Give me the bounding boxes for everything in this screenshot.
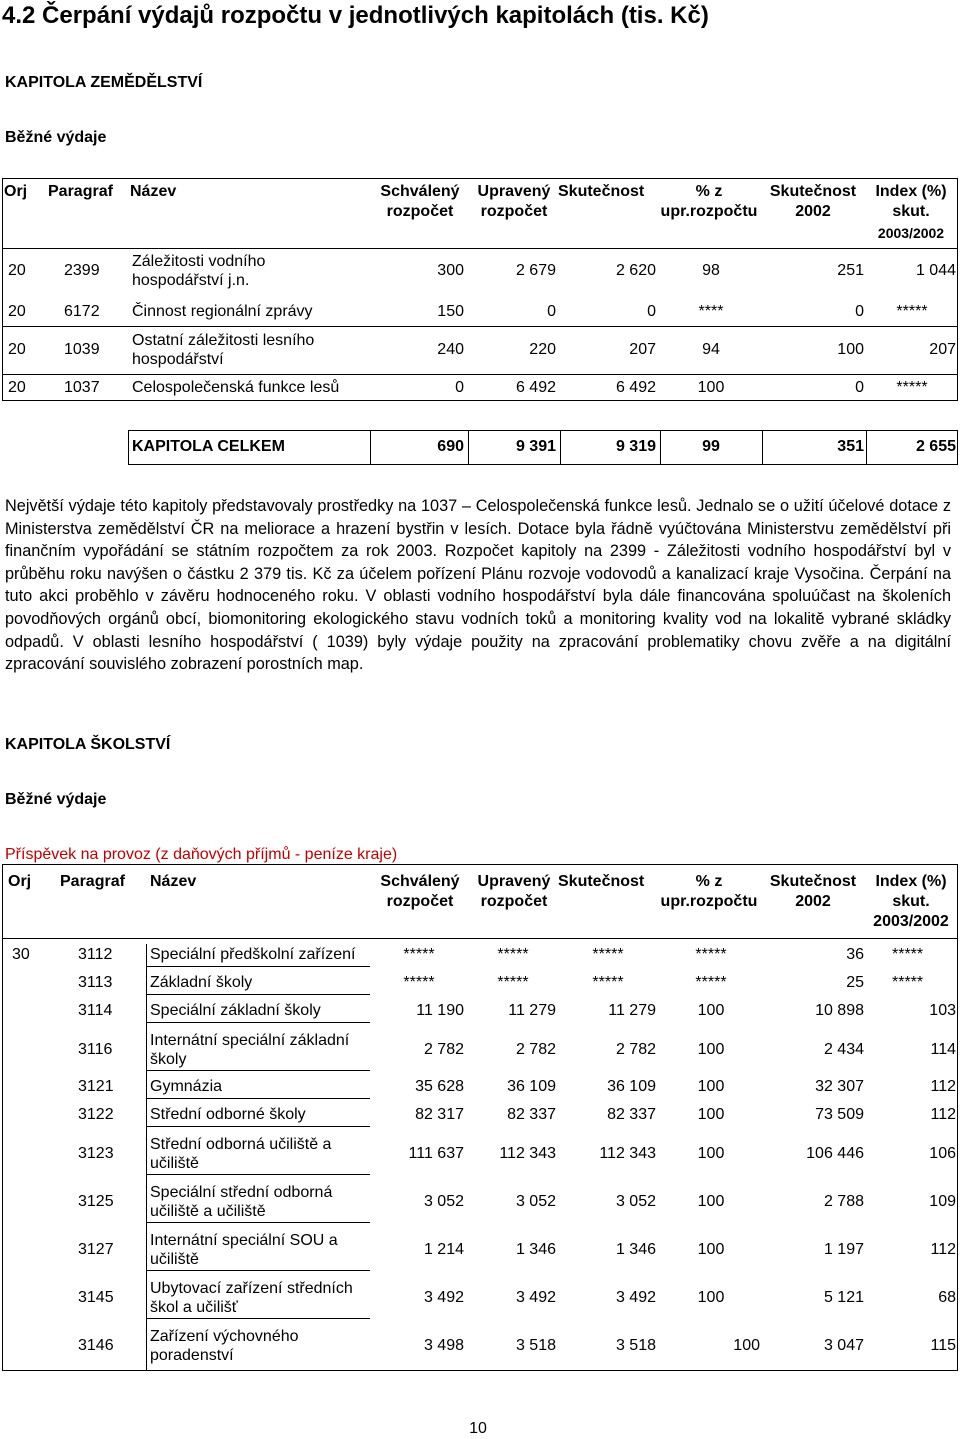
header-index [864, 864, 958, 936]
cell-nazev: Základní školy [150, 974, 253, 991]
header-paragraf: Paragraf [48, 183, 113, 200]
header-skutecnost: Skutečnost [558, 873, 645, 890]
cell-nazev: Gymnázia [150, 1078, 223, 1095]
table-rule [128, 430, 958, 431]
cell-skutecnost: 11 279 [608, 1002, 656, 1019]
table-rule [762, 430, 763, 464]
cell-upraveny: 36 109 [507, 1078, 556, 1095]
table-header-row [2, 864, 958, 936]
table-row [2, 326, 958, 374]
cell-index: ***** [892, 946, 924, 963]
cell-index: ***** [896, 303, 928, 320]
header-schvaleny: Schválený rozpočet [380, 183, 460, 220]
cell-skutecnost: 36 109 [607, 1078, 656, 1095]
cell-skut2002: 73 509 [815, 1106, 864, 1123]
table-rule [128, 464, 958, 465]
cell-schvaleny: 3 492 [423, 1289, 464, 1306]
cell-index: 207 [929, 341, 956, 358]
cell-nazev: Speciální předškolní zařízení [150, 946, 356, 963]
cell-upraveny: 0 [547, 303, 556, 320]
total-pct: 99 [702, 438, 720, 455]
table-rule [2, 864, 958, 865]
cell-schvaleny: 111 637 [408, 1145, 464, 1162]
cell-schvaleny: 300 [437, 262, 464, 279]
cell-paragraf: 3122 [78, 1106, 114, 1123]
cell-nazev: Internátní speciální SOU a učiliště [150, 1232, 338, 1268]
cell-pct: 94 [702, 341, 720, 358]
cell-orj: 20 [8, 341, 26, 358]
cell-index: 68 [938, 1289, 956, 1306]
header-skut2002: Skutečnost 2002 [769, 183, 857, 220]
cell-skutecnost: 2 782 [615, 1041, 656, 1058]
table-rule [2, 178, 958, 179]
header-index-b: 2003/2002 [873, 913, 949, 930]
subheading-prispevek: Příspěvek na provoz (z daňových příjmů - peníze kraje) [5, 846, 398, 863]
cell-upraveny: 3 518 [515, 1337, 556, 1354]
cell-index: 114 [930, 1041, 956, 1058]
page-number: 10 [469, 1420, 487, 1437]
table-row [2, 298, 958, 326]
total-skutecnost: 9 319 [615, 438, 656, 455]
cell-skut2002: 1 197 [823, 1241, 864, 1258]
cell-pct: **** [698, 303, 724, 320]
cell-skutecnost: 207 [629, 341, 656, 358]
cell-skutecnost: 6 492 [615, 379, 656, 396]
cell-pct: 100 [733, 1337, 760, 1354]
cell-schvaleny: 1 214 [423, 1241, 464, 1258]
header-orj: Orj [4, 183, 28, 200]
header-pct: % z upr.rozpočtu [660, 183, 758, 220]
table-rule [146, 1022, 370, 1023]
cell-skutecnost: 3 492 [615, 1289, 656, 1306]
cell-upraveny: 220 [529, 341, 556, 358]
cell-schvaleny: 82 317 [415, 1106, 464, 1123]
header-index [864, 178, 958, 246]
cell-skut2002: 106 446 [806, 1145, 864, 1162]
table-row [2, 376, 958, 400]
cell-paragraf: 3114 [78, 1002, 113, 1019]
cell-upraveny: 2 782 [515, 1041, 556, 1058]
cell-schvaleny: 2 782 [423, 1041, 464, 1058]
header-nazev: Název [150, 873, 197, 890]
cell-nazev: Činnost regionální zprávy [132, 303, 313, 320]
agriculture-total-table [2, 430, 958, 464]
total-skut2002: 351 [837, 438, 864, 455]
table-rule [2, 400, 958, 401]
cell-paragraf: 3146 [78, 1337, 114, 1354]
cell-pct: ***** [695, 946, 727, 963]
cell-index: ***** [896, 379, 928, 396]
cell-schvaleny: ***** [403, 946, 435, 963]
cell-upraveny: 2 679 [515, 262, 556, 279]
cell-skut2002: 251 [837, 262, 864, 279]
cell-schvaleny: 3 052 [423, 1193, 464, 1210]
table-rule [146, 1174, 370, 1175]
table-rule [146, 1070, 370, 1071]
cell-pct: 100 [697, 1106, 725, 1123]
table-rule [468, 430, 469, 464]
cell-paragraf: 3113 [78, 974, 113, 991]
header-skutecnost: Skutečnost [558, 183, 645, 200]
cell-paragraf: 2399 [64, 262, 100, 279]
cell-index: 112 [930, 1106, 956, 1123]
cell-upraveny: 82 337 [507, 1106, 556, 1123]
cell-pct: 100 [697, 1002, 725, 1019]
education-table [2, 864, 958, 1370]
section-heading-skolstvi: KAPITOLA ŠKOLSTVÍ [5, 736, 171, 753]
cell-pct: 100 [697, 1289, 725, 1306]
cell-skut2002: 25 [846, 974, 864, 991]
table-rule [957, 430, 958, 464]
cell-schvaleny: 0 [455, 379, 464, 396]
cell-upraveny: ***** [497, 974, 529, 991]
cell-nazev: Internátní speciální základní školy [150, 1032, 350, 1068]
table-rule [2, 178, 3, 400]
cell-skutecnost: 0 [647, 303, 656, 320]
cell-skut2002: 10 898 [815, 1002, 864, 1019]
cell-pct: 100 [697, 379, 725, 396]
table-rule [2, 374, 958, 375]
cell-index: 106 [929, 1145, 956, 1162]
cell-skut2002: 2 788 [823, 1193, 864, 1210]
subheading-bezne-vydaje-2: Běžné výdaje [5, 791, 107, 808]
table-row [2, 250, 958, 292]
cell-pct: 100 [697, 1241, 725, 1258]
cell-pct: 98 [702, 262, 720, 279]
cell-pct: ***** [695, 974, 727, 991]
header-nazev: Název [130, 183, 177, 200]
body-paragraph: Největší výdaje této kapitoly představovaly prostředky na 1037 – Celospolečenská funkce lesů. Jednalo se o užití účelové dotace z Ministerstva zemědělství ČR na meliorace a hrazení bystřin v lesích. Dotace byla řádně vyúčtována Ministerstvu zemědělství při finančním vypořádání se státním rozpočtem za rok 2003. Rozpočet kapitoly na 2399 - Záležitosti vodního hospodářství byl v průběhu roku navýšen o částku 2 379 tis. Kč za účelem pořízení Plánu rozvoje vodovodů a kanalizací kraje Vysočina. Čerpání na tuto akci proběhlo v závěru hodnoceného roku. V oblasti vodního hospodářství byla dále financována spoluúčast na školeních povodňových orgánů obcí, biomonitoring ekologického stavu vodních toků a monitoring kvality vod na lokalitě vybrané skládky odpadů. V oblasti lesního hospodářství ( 1039) byly výdaje použity na zpracování problematiky chovu zvěře a na digitální zpracování souvislého zobrazení porostních map. [5, 497, 951, 674]
cell-index: 1 044 [915, 262, 956, 279]
cell-index: 112 [930, 1241, 956, 1258]
agriculture-table [2, 178, 958, 400]
table-rule [146, 994, 370, 995]
cell-nazev: Ubytovací zařízení středních škol a učilišť [150, 1280, 353, 1316]
total-index: 2 655 [915, 438, 956, 455]
cell-upraveny: 11 279 [508, 1002, 556, 1019]
table-rule [146, 966, 370, 967]
table-rule [866, 430, 867, 464]
cell-skut2002: 32 307 [815, 1078, 864, 1095]
cell-upraveny: 3 052 [515, 1193, 556, 1210]
table-rule [660, 430, 661, 464]
cell-paragraf: 3121 [78, 1078, 114, 1095]
header-pct: % z upr.rozpočtu [660, 873, 758, 910]
cell-schvaleny: 35 628 [415, 1078, 464, 1095]
cell-skut2002: 36 [846, 946, 864, 963]
cell-skut2002: 100 [837, 341, 864, 358]
cell-paragraf: 3127 [78, 1241, 114, 1258]
cell-skutecnost: 112 343 [599, 1145, 656, 1162]
header-upraveny: Upravený rozpočet [477, 183, 551, 220]
cell-nazev: Zařízení výchovného poradenství [150, 1328, 299, 1364]
table-rule [2, 938, 958, 939]
cell-paragraf: 6172 [64, 303, 100, 320]
cell-nazev: Speciální základní školy [150, 1002, 321, 1019]
cell-schvaleny: 11 190 [416, 1002, 464, 1019]
cell-upraveny: 3 492 [515, 1289, 556, 1306]
header-orj: Orj [8, 873, 32, 890]
table-rule [957, 864, 958, 1370]
table-rule [146, 1318, 370, 1319]
table-header-row [2, 178, 958, 246]
table-rule [370, 430, 371, 464]
table-rule [560, 430, 561, 464]
cell-skut2002: 0 [855, 379, 864, 396]
table-rule [146, 1098, 370, 1099]
total-schvaleny: 690 [437, 438, 464, 455]
cell-skut2002: 2 434 [823, 1041, 864, 1058]
cell-schvaleny: 3 498 [423, 1337, 464, 1354]
cell-skut2002: 0 [855, 303, 864, 320]
total-row [2, 430, 958, 464]
cell-index: 103 [929, 1002, 956, 1019]
cell-skutecnost: ***** [592, 974, 624, 991]
cell-nazev: Střední odborné školy [150, 1106, 306, 1123]
cell-index: 112 [930, 1078, 956, 1095]
cell-orj: 20 [8, 379, 26, 396]
cell-index: 115 [930, 1337, 956, 1354]
cell-skutecnost: 1 346 [615, 1241, 656, 1258]
header-upraveny: Upravený rozpočet [477, 873, 551, 910]
table-rule [2, 248, 958, 249]
cell-upraveny: 1 346 [515, 1241, 556, 1258]
table-rule [146, 1222, 370, 1223]
subheading-bezne-vydaje-1: Běžné výdaje [5, 129, 107, 146]
cell-skutecnost: ***** [592, 946, 624, 963]
total-upraveny: 9 391 [515, 438, 556, 455]
cell-paragraf: 1039 [64, 341, 100, 358]
cell-schvaleny: 240 [437, 341, 464, 358]
header-schvaleny: Schválený rozpočet [380, 873, 460, 910]
cell-paragraf: 3112 [78, 946, 113, 963]
cell-nazev: Celospolečenská funkce lesů [132, 379, 340, 396]
cell-pct: 100 [697, 1078, 725, 1095]
cell-upraveny: 112 343 [499, 1145, 556, 1162]
table-rule [2, 864, 3, 1370]
header-skut2002: Skutečnost 2002 [769, 873, 857, 910]
cell-nazev: Ostatní záležitosti lesního hospodářství [132, 332, 315, 368]
header-paragraf: Paragraf [60, 873, 125, 890]
table-rule [146, 1270, 370, 1271]
cell-schvaleny: ***** [403, 974, 435, 991]
cell-pct: 100 [697, 1041, 725, 1058]
cell-nazev: Záležitosti vodního hospodářství j.n. [132, 253, 266, 289]
total-label: KAPITOLA CELKEM [132, 438, 285, 455]
cell-skutecnost: 2 620 [615, 262, 656, 279]
table-rule [2, 326, 958, 327]
cell-pct: 100 [697, 1145, 725, 1162]
cell-pct: 100 [697, 1193, 725, 1210]
cell-paragraf: 3125 [78, 1193, 114, 1210]
cell-paragraf: 3145 [78, 1289, 114, 1306]
header-index-b: 2003/2002 [877, 225, 945, 241]
cell-upraveny: ***** [497, 946, 529, 963]
cell-orj: 30 [12, 946, 30, 963]
cell-paragraf: 1037 [64, 379, 100, 396]
cell-skut2002: 3 047 [823, 1337, 864, 1354]
table-rule [146, 944, 147, 1370]
header-index-a: Index (%) skut. [875, 873, 947, 910]
cell-index: 109 [929, 1193, 956, 1210]
cell-skut2002: 5 121 [823, 1289, 864, 1306]
cell-upraveny: 6 492 [515, 379, 556, 396]
cell-nazev: Speciální střední odborná učiliště a učiliště [150, 1184, 333, 1220]
cell-skutecnost: 3 518 [615, 1337, 656, 1354]
table-rule [957, 178, 958, 400]
header-index-a: Index (%) skut. [875, 183, 947, 220]
cell-paragraf: 3123 [78, 1145, 114, 1162]
cell-orj: 20 [8, 262, 26, 279]
table-rule [2, 1370, 958, 1371]
cell-orj: 20 [8, 303, 26, 320]
table-rule [146, 1126, 370, 1127]
cell-index: ***** [892, 974, 924, 991]
cell-skutecnost: 82 337 [607, 1106, 656, 1123]
cell-paragraf: 3116 [78, 1041, 113, 1058]
cell-skutecnost: 3 052 [615, 1193, 656, 1210]
cell-nazev: Střední odborná učiliště a učiliště [150, 1136, 332, 1172]
cell-schvaleny: 150 [437, 303, 464, 320]
section-heading-zemedelstvi: KAPITOLA ZEMĚDĚLSTVÍ [5, 74, 203, 91]
page-title: 4.2 Čerpání výdajů rozpočtu v jednotlivých kapitolách (tis. Kč) [2, 2, 709, 29]
table-rule [128, 430, 129, 464]
